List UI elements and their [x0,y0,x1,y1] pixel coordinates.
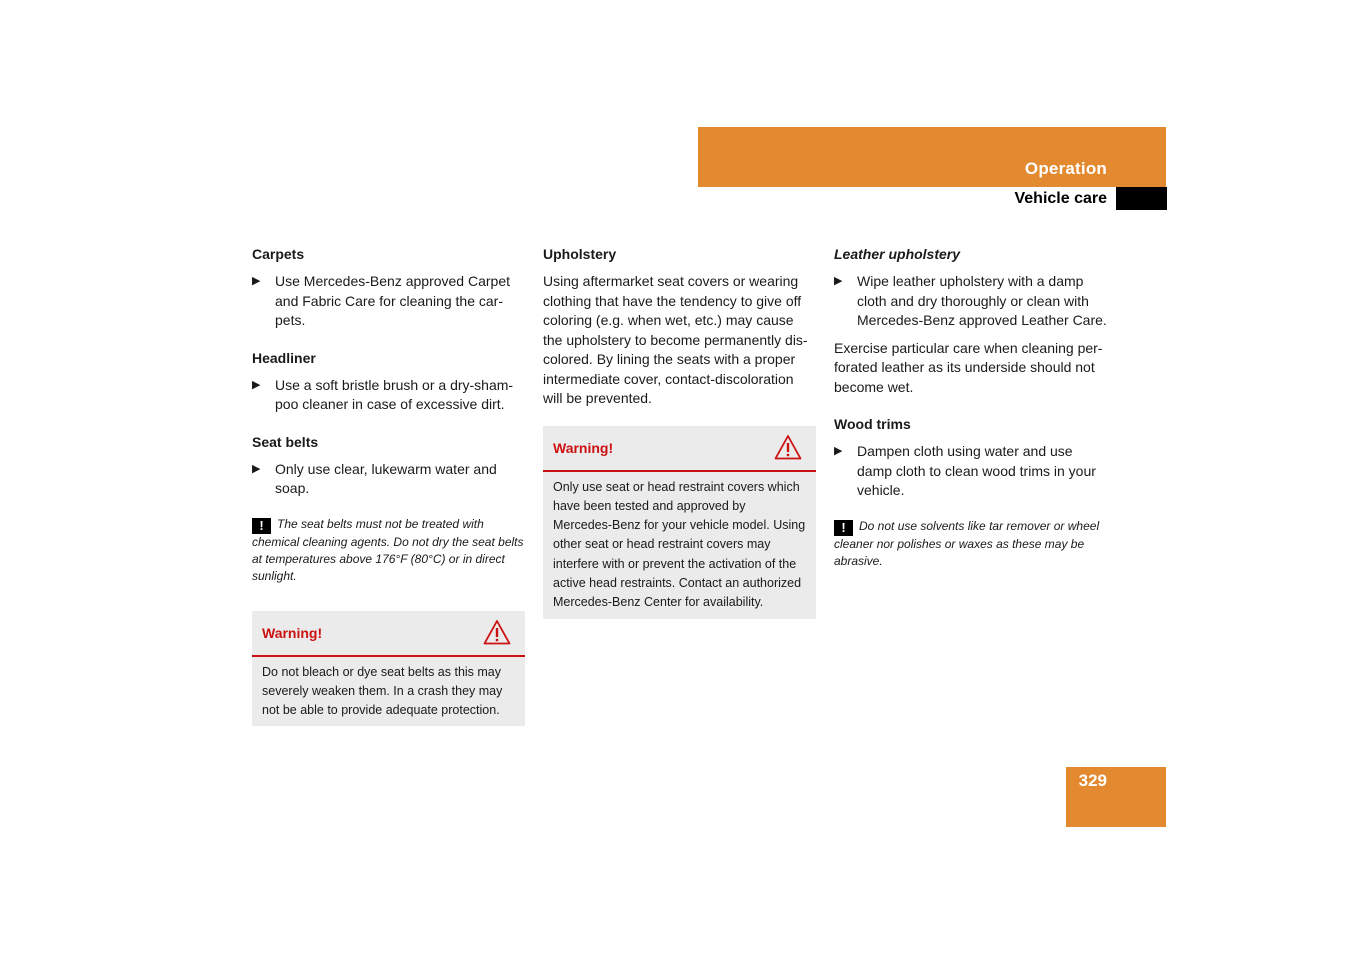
wood-note-text: Do not use solvents like tar remover or wheel cleaner nor polishes or waxes as these may be abrasive. [834,518,1100,568]
triangle-bullet-icon: ▶ [834,445,843,457]
wood-note [834,518,1107,570]
column-middle [543,244,816,619]
leather-heading: Leather upholstery [834,246,961,262]
carpets-instruction [252,272,525,331]
warning-label: Warning! [553,439,614,456]
headliner-section [252,348,525,415]
seatbelts-section [252,432,525,499]
triangle-bullet-icon: ▶ [252,275,261,287]
leather-instruction [834,272,1107,331]
leather-text: Exercise particular care when cleaning per-forated leather as its underside should not become wet. [834,339,1103,395]
headliner-heading: Headliner [252,349,316,366]
leather-section [834,244,1107,397]
seatbelts-warning-box [252,611,525,727]
section-title: Operation [1024,159,1107,178]
headliner-instruction [252,376,525,415]
headliner-instruction-text: Use a soft bristle brush or a dry-sham-poo cleaner in case of excessive dirt. [275,376,514,412]
upholstery-section [543,244,816,409]
subsection-title: Vehicle care [1014,190,1107,207]
seatbelts-instruction [252,460,525,499]
seatbelts-note-text: The seat belts must not be treated with chemical cleaning agents. Do not dry the seat belts at temperatures above 176°F (80°C) or in direct sunlight. [252,516,524,583]
seatbelts-note [252,516,525,585]
warning-triangle-icon [774,434,802,460]
warning-header [543,426,816,472]
triangle-bullet-icon: ▶ [834,275,843,287]
leather-instruction-text: Wipe leather upholstery with a damp cloth and dry thoroughly or clean with Mercedes-Benz approved Leather Care. [857,273,1107,328]
page-number: 329 [1078,771,1107,790]
wood-section [834,414,1107,501]
upholstery-text: Using aftermarket seat covers or wearing clothing that have the tendency to give off coloring (e.g. when wet, etc.) may cause the upholstery to become permanently dis-colored. By lining the seats with a proper intermediate cover, contact-discoloration will be prevented. [543,273,808,406]
carpets-instruction-text: Use Mercedes-Benz approved Carpet and Fabric Care for cleaning the car-pets. [275,273,511,328]
seatbelts-instruction-text: Only use clear, lukewarm water and soap. [275,460,497,496]
wood-heading: Wood trims [834,416,911,432]
carpets-heading: Carpets [252,246,305,262]
warning-triangle-icon [483,619,511,645]
section-tab-marker [1116,187,1167,210]
carpets-section [252,244,525,331]
seatbelts-heading: Seat belts [252,433,319,450]
triangle-bullet-icon: ▶ [252,378,261,391]
upholstery-heading: Upholstery [543,246,617,262]
wood-instruction [834,442,1107,501]
warning-text: Do not bleach or dye seat belts as this may severely weaken them. In a crash they may not be able to provide adequate protection. [262,664,503,718]
warning-text: Only use seat or head restraint covers which have been tested and approved by Mercedes-Benz for your vehicle model. Using other seat or head restraint covers may interfere with or prevent the activation of the active head restraints. Contact an authorized Mercedes-Benz Center for availability. [553,479,806,610]
column-left [252,244,525,726]
warning-header [252,611,525,657]
exclamation-icon: ! [252,518,271,534]
warning-label: Warning! [262,624,323,641]
column-right [834,244,1107,596]
wood-instruction-text: Dampen cloth using water and use damp cloth to clean wood trims in your vehicle. [857,443,1096,498]
head-restraint-warning-box [543,426,816,619]
exclamation-icon: ! [834,520,853,536]
triangle-bullet-icon: ▶ [252,462,261,475]
